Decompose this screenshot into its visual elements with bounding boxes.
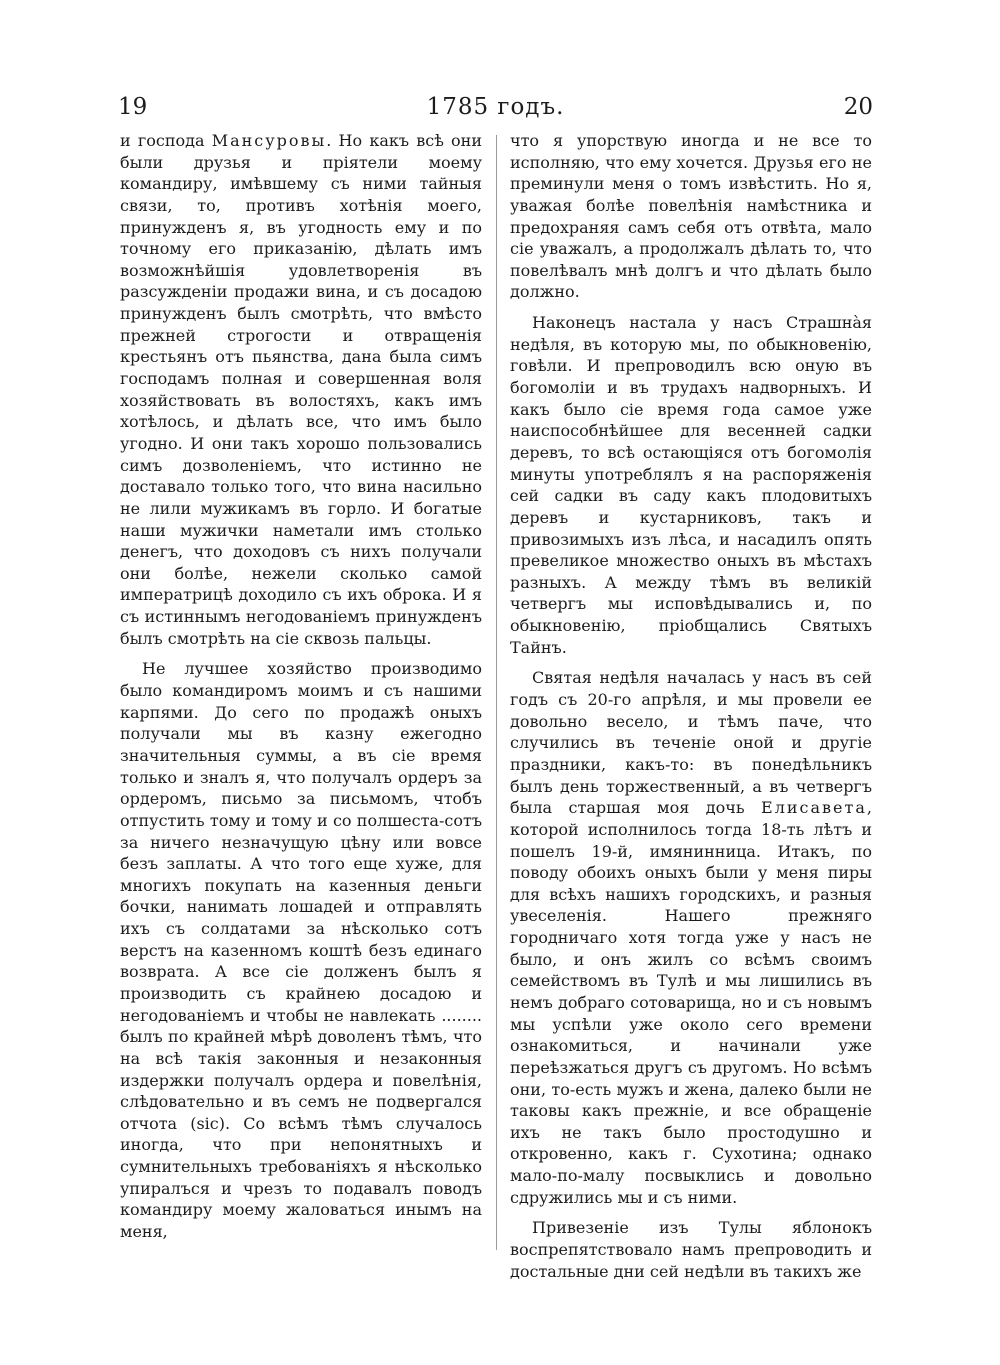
mansurovy-name: Мансуровы <box>211 131 327 150</box>
right-paragraph-2: Наконецъ настала у насъ Страшнàя недѣля, въ которую мы, по обыкновенію, говѣли. И препроводилъ всю оную въ богомоліи и въ трудахъ надворныхъ. И какъ было сіе время года самое уже наиспособнѣйшее для весенней садки деревъ, то всѣ остающіяся отъ богомолія минуты употреблялъ я на распоряженія сей садки въ саду какъ плодовитыхъ деревъ и кустарниковъ, такъ и привозимыхъ изъ лѣса, и насадилъ опять превеликое множество оныхъ въ мѣстахъ разныхъ. А между тѣмъ въ великій четвергъ мы исповѣдывались и, по обыкновенію, пріобщались Святыхъ Тайнъ. <box>510 313 872 657</box>
left-paragraph-1-start: и господа <box>120 131 212 150</box>
column-divider <box>496 135 497 1250</box>
right-paragraph-4: Привезеніе изъ Тулы яблонокъ воспрепятствовало намъ препроводить и достальные дни сей недѣли въ такихъ же <box>510 1218 872 1281</box>
right-paragraph-3-start: Святая недѣля началась у насъ въ сей годъ съ 20-го апрѣля, и мы провели ее довольно весело, и тѣмъ паче, что случились въ теченіе оной и другіе праздники, какъ-то: въ понедѣльникъ былъ день торжественный, а въ четвергъ была старшая моя дочь <box>510 668 872 818</box>
right-page-number: 20 <box>843 94 873 120</box>
right-column <box>510 130 872 1282</box>
left-paragraph-1-rest: . Но какъ всѣ они были друзья и пріятели моему командиру, имѣвшему съ ними тайныя связи, то, противъ хотѣнія моего, принужденъ я, въ угодность ему и по точному его приказанію, дѣлать имъ возможнѣйшія удовлетворенія въ разсужденіи продажи вина, и съ досадою принужденъ былъ смотрѣть, что вмѣсто прежней строгости и отвращенія крестьянъ отъ пьянства, дана была симъ господамъ полная и совершенная воля хозяйствовать въ волостяхъ, какъ имъ хотѣлось, и дѣлать все, что имъ было угодно. И они такъ хорошо пользовались симъ дозволеніемъ, что истинно не доставало только того, что вина насильно не лили мужикамъ въ горло. И богатые наши мужички наметали имъ столько денегъ, что доходовъ съ нихъ получали они болѣе, нежели сколько самой императрицѣ доходило съ ихъ оброка. И я съ истиннымъ негодованіемъ принужденъ былъ смотрѣть на сіе сквозь пальцы. <box>120 131 482 648</box>
right-paragraph-1: что я упорствую иногда и не все то исполняю, что ему хочется. Друзья его не преминули меня о томъ извѣстить. Но я, уважая болѣе повелѣнія намѣстника и предохраняя самъ себя отъ отвѣта, мало сіе уважалъ, а продолжалъ дѣлать то, что повелѣвалъ мнѣ долгъ и что дѣлать было должно. <box>510 131 872 302</box>
left-column <box>120 130 482 1243</box>
left-page-number: 19 <box>118 94 148 120</box>
right-paragraph-3 <box>510 667 872 1208</box>
running-title: 1785 годъ. <box>426 94 565 120</box>
left-paragraph-1 <box>120 130 482 649</box>
right-paragraph-3-rest: , которой исполнилось тогда 18-ть лѣтъ и пошелъ 19-й, имянинница. Итакъ, по поводу обоихъ оныхъ были у меня пиры для всѣхъ нашихъ городскихъ, и разныя увеселенія. Нашего прежняго городничаго хотя тогда уже у насъ не было, и онъ жилъ со всѣмъ своимъ семействомъ въ Тулѣ и мы лишились въ немъ добраго сотоварища, но и съ новымъ мы успѣли уже около сего времени ознакомиться, и начинали уже переѣзжаться другъ съ другомъ. Но всѣмъ они, то-есть мужъ и жена, далеко были не таковы какъ прежніе, и все обращеніе ихъ не такъ было простодушно и откровенно, какъ г. Сухотина; однако мало-по-малу посвыклись и довольно сдружились мы и съ ними. <box>510 798 872 1207</box>
left-paragraph-2: Не лучшее хозяйство производимо было командиромъ моимъ и съ нашими карпями. До сего по продажѣ оныхъ получали мы въ казну ежегодно значительныя суммы, а въ сіе время только и зналъ я, что получалъ ордеръ за ордеромъ, письмо за письмомъ, чтобъ отпустить тому и тому и со полшеста-сотъ за ничего незначущую цѣну или вовсе безъ заплаты. А что того еще хуже, для многихъ покупать на казенныя деньги бочки, нанимать лошадей и отправлять ихъ съ солдатами за нѣсколько сотъ верстъ на казенномъ коштѣ безъ единаго возврата. А все сіе долженъ былъ я производить съ крайнею досадою и негодованіемъ и чтобы не навлекать ........ былъ по крайней мѣрѣ доволенъ тѣмъ, что на всѣ такія законныя и незаконныя издержки получалъ ордера и повелѣнія, слѣдовательно и въ семъ не подвергался отчота (sic). Со всѣмъ тѣмъ случалось иногда, что при непонятныхъ и сумнительныхъ требованіяхъ я нѣсколько упиралъся и чрезъ то подавалъ поводъ командиру моему жаловаться инымъ на меня, <box>120 659 482 1242</box>
elisaveta-name: Елисавета <box>761 798 867 818</box>
running-head <box>118 90 873 124</box>
